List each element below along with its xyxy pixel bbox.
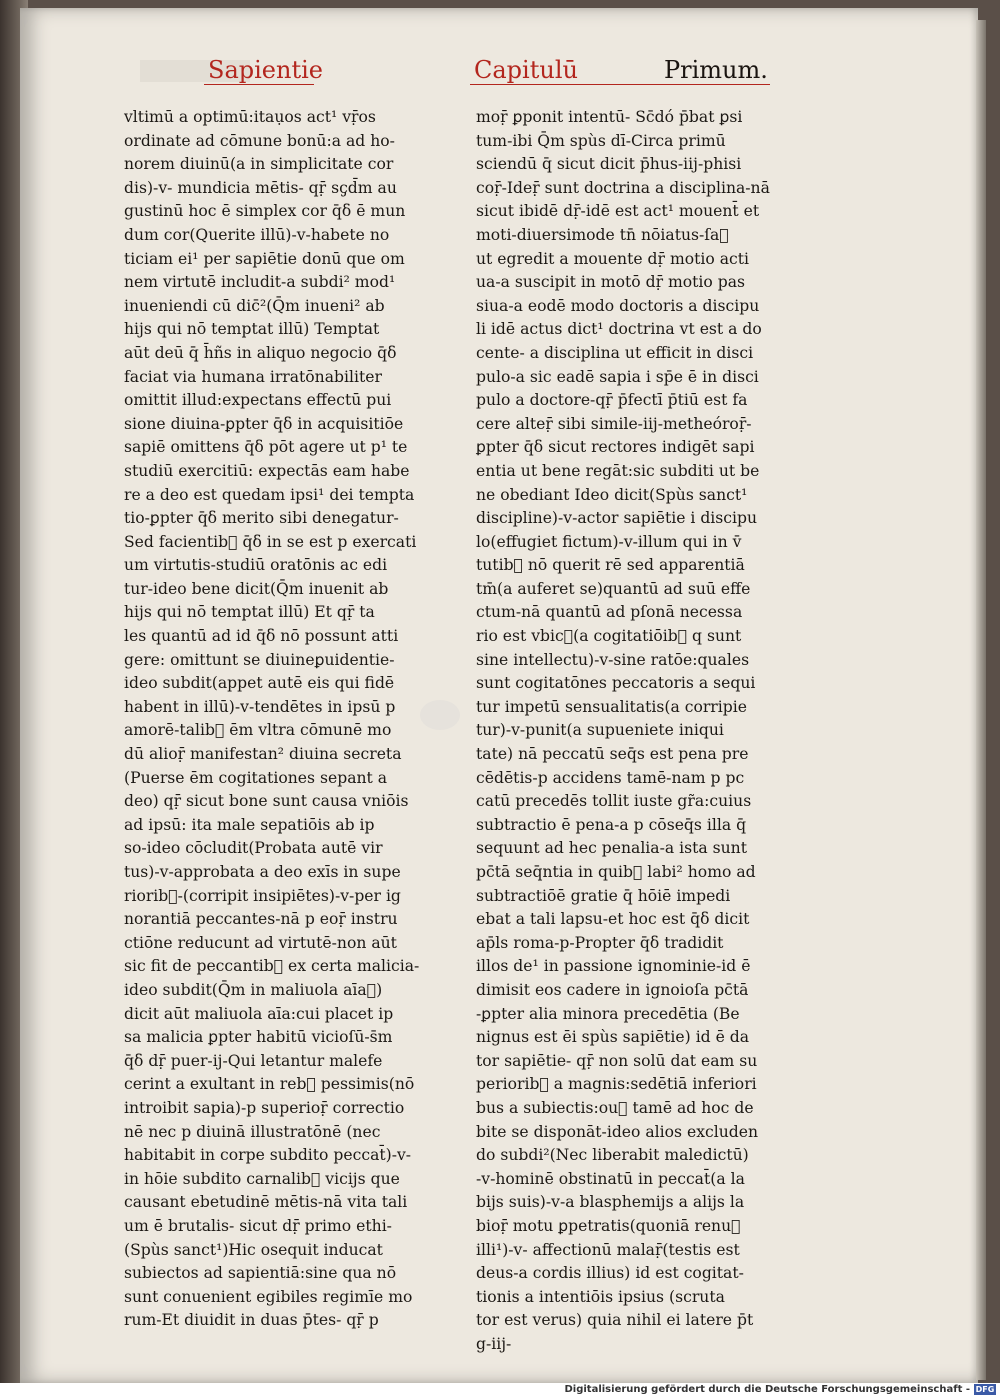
text-line: rum-Et diuidit in duas p̄tes- qṝ p [124, 1311, 379, 1330]
text-line: cēdētis-p accidens tamē-nam p pc [476, 768, 745, 787]
running-head-center [474, 56, 578, 84]
right-text-column [476, 106, 776, 1356]
text-line: tutib᷑ nō querit rē sed apparentiā [476, 556, 745, 575]
text-line: deo) qṝ sicut bone sunt causa vniōis [124, 792, 409, 811]
text-line: tur)-v-punit(a supueniete iniqui [476, 721, 724, 740]
text-line: nē nec p diuinā illustratōnē (nec [124, 1122, 381, 1141]
text-line: ctum-nā quantū ad pſonā necessa [476, 603, 743, 622]
text-line: dū alioṝ manifestan² diuina secreta [124, 745, 402, 764]
text-line: dis)-v- mundicia mētis- qṝ sc̡d̄m au [124, 178, 397, 197]
text-line: omittit illud:expectans effectū pui [124, 391, 392, 410]
text-line: sa malicia ꝑpter habitū vicioſū-s̄m [124, 1028, 393, 1047]
text-line: studiū exercitiū: expectās eam habe [124, 461, 410, 480]
text-line: siua-a eodē modo doctoris a discipu [476, 296, 760, 315]
text-line: ebat a tali lapsu-et hoc est q̄ẟ dicit [476, 910, 750, 929]
text-line: illi¹)-v- affectionū malaṝ(testis est [476, 1240, 740, 1259]
text-line: habitabit in corpe subdito peccat̄)-v- [124, 1146, 412, 1165]
text-line: moṝ ꝑponit intentū- Sc̄dó p̄bat ꝑsi [476, 108, 743, 126]
text-line: amorē-talib᷑ ēm vltra cōmunē mo [124, 721, 392, 740]
text-line: deus-a cordis illius) id est cogitat- [476, 1264, 744, 1283]
text-line: tio-ꝑpter q̄ẟ merito sibi denegatur- [124, 509, 399, 528]
text-line: dum cor(Querite illū)-v-habete no [124, 225, 390, 244]
text-line: bus a subiectis:ou᷑ tamē ad hoc de [476, 1098, 754, 1117]
text-line: ne obediant Ideo dicit(Spùs sanct¹ [476, 485, 748, 504]
text-line: vltimū a optimū:itaụos act¹ vṝos [124, 108, 376, 126]
text-line: li idē actus dict¹ doctrina vt est a do [476, 320, 762, 339]
text-line: inueniendi cū dic̄²(Q̄m inueni² ab [124, 296, 385, 315]
paper-stain [420, 700, 460, 730]
text-line: (Spùs sanct¹)Hic osequit inducat [124, 1240, 383, 1259]
text-line: rio est vbic᷑(a cogitatiōib᷑ q sunt [476, 627, 742, 646]
text-line: aūt deū q̄ h̄ñs in aliquo negocio q̄ẟ [124, 343, 397, 362]
text-line: periorib᷑ a magnis:sedētiā inferiori [476, 1075, 757, 1094]
text-line: ꝑpter q̄ẟ sicut rectores indigēt sapi [476, 438, 755, 457]
text-line: subtractiōē gratie q̄ hōiē impedi [476, 886, 731, 905]
text-line: ticiam ei¹ per sapiētie donū que om [124, 249, 405, 268]
text-line: catū precedēs tollit iuste gr̃a:cuius [476, 792, 752, 811]
text-line: in hōie subdito carnalib᷑ vicijs que [124, 1169, 400, 1188]
rubric-rule-right [470, 84, 770, 85]
running-head-right [664, 56, 768, 84]
text-line: tus)-v-approbata a deo exīs in supe [124, 863, 401, 881]
text-line: gustinū hoc ē simplex cor q̄ẟ ē mun [124, 202, 406, 221]
rubric-rule-left [204, 84, 314, 85]
text-line: q̄ẟ dṝ puer-ij-Qui letantur malefe [124, 1051, 383, 1070]
text-line: tur-ideo bene dicit(Q̄m inuenit ab [124, 579, 389, 598]
text-line: ctiōne reducunt ad virtutē-non aūt [124, 933, 397, 952]
text-line: coṝ-Ideṝ sunt doctrina a disciplina-nā [476, 178, 770, 197]
text-line: riorib᷑-(corripit insipiētes)-v-per ig [124, 886, 401, 905]
text-line: ua-a suscipit in motō dṝ motio pas [476, 273, 746, 292]
text-line: illos de¹ in passione ignominie-id ē [476, 957, 751, 976]
text-line: nem virtutē includit-a subdi² mod¹ [124, 273, 396, 292]
text-line: pulo-a sic eadē sapia i sp̄e ē in disci [476, 367, 759, 386]
text-line: les quantū ad id q̄ẟ nō possunt atti [124, 627, 399, 646]
text-line: -ꝑpter alia minora precedētia (Be [476, 1004, 740, 1023]
text-line: gere: omittunt se diuineꝑuidentie- [124, 650, 395, 669]
text-line: cerint a exultant in reb᷑ pessimis(nō [124, 1075, 415, 1094]
text-line: sequunt ad hec penalia-a ista sunt [476, 839, 747, 858]
text-line: so-ideo cōcludit(Probata autē vir [124, 839, 383, 858]
text-line: habent in illū)-v-tendētes in ipsū p [124, 697, 396, 716]
text-line: cere alteṝ sibi simile-iij-metheóroṝ- [476, 414, 752, 433]
text-line: norem diuinū(a in simplicitate cor [124, 155, 394, 174]
text-line: sciendū q̄ sicut dicit p̄hus-iij-phisi [476, 155, 742, 174]
text-line: g-iij- [476, 1334, 512, 1353]
text-line: hijs qui nō temptat illū) Temptat [124, 320, 380, 339]
page-edge [976, 20, 986, 1380]
running-head-center-text: Capitulū [474, 56, 578, 84]
footer-credit: Digitalisierung gefördert durch die Deutsche Forschungsgemeinschaft - [564, 1384, 970, 1395]
text-line: entia ut bene regāt:sic subditi ut be [476, 461, 760, 480]
text-line: tate) nā peccatū seq̄s est pena pre [476, 745, 749, 764]
text-line: ap̄ls roma-p-Propter q̄ẟ tradidit [476, 933, 724, 952]
text-line: discipline)-v-actor sapiētie i discipu [476, 509, 758, 528]
text-line: sunt cogitatōnes peccatoris a sequi [476, 674, 756, 693]
text-line: um virtutis-studiū oratōnis ac edi [124, 556, 388, 575]
text-line: faciat via humana irratōnabiliter [124, 367, 382, 386]
text-line: hijs qui nō temptat illū) Et qṝ ta [124, 603, 375, 622]
text-line: bioṝ motu ꝑpetratis(quoniā renu᷑ [476, 1216, 741, 1235]
text-line: tionis a intentiōis ipsius (scruta [476, 1287, 725, 1306]
text-line: tur impetū sensualitatis(a corripie [476, 697, 747, 716]
text-line: sapiē omittens q̄ẟ pōt agere ut p¹ te [124, 438, 408, 457]
text-line: sicut ibidē dṝ-idē est act¹ mouent̄ et [476, 202, 760, 221]
text-line: tor sapiētie- qṝ non solū dat eam su [476, 1051, 758, 1070]
text-line: causant ebetudinē mētis-nā vita tali [124, 1193, 408, 1212]
text-line: norantiā peccantes-nā p eoṝ instru [124, 910, 398, 929]
text-line: um ē brutalis- sicut dṝ primo ethi- [124, 1216, 392, 1235]
text-line: ideo subdit(Q̄m in maliuola aīa᷑) [124, 980, 383, 999]
text-line: Sed facientib᷑ q̄ẟ in se est p exercati [124, 532, 417, 551]
text-line: subtractio ē pena-a p cōseq̄s illa q̄ [476, 815, 747, 834]
text-line: pc̄tā seq̄ntia in quib᷑ labi² homo ad [476, 863, 756, 881]
running-head-left-text: Sapientie [208, 56, 323, 84]
text-line: dimisit eos cadere in ignoioſa pc̄tā [476, 980, 749, 999]
running-head-left [208, 56, 323, 84]
text-line: -v-hominē obstinatū in peccat̄(a la [476, 1169, 745, 1188]
text-line: ut egredit a mouente dṝ motio acti [476, 249, 749, 268]
running-head-right-text: Primum. [664, 56, 768, 84]
text-line: dicit aūt maliuola aīa:cui placet ip [124, 1004, 394, 1023]
text-line: bite se disponāt-ideo alios excluden [476, 1122, 759, 1141]
text-line: re a deo est quedam ipsi¹ dei tempta [124, 485, 415, 504]
text-line: bijs suis)-v-a blasphemijs a alijs la [476, 1193, 745, 1212]
text-line: sic fit de peccantib᷑ ex certa malicia- [124, 957, 420, 976]
text-line: tm̄(a auferet se)quantū ad suū effe [476, 579, 751, 598]
text-line: sine intellectu)-v-sine ratōe:quales [476, 650, 750, 669]
text-line: tor est verus) quia nihil ei latere p̄t [476, 1311, 754, 1330]
text-line: moti-diuersimode tn̄ nōiatus-ſa᷑ [476, 225, 729, 244]
text-line: sunt conuenient egibiles regimīe mo [124, 1287, 413, 1306]
text-line: (Puerse ēm cogitationes sepant a [124, 768, 388, 787]
text-line: sione diuina-ꝑpter q̄ẟ in acquisitiōe [124, 414, 404, 433]
text-line: do subdi²(Nec liberabit maledictū) [476, 1146, 749, 1165]
text-line: nignus est ēi spùs sapiētie) id ē da [476, 1028, 750, 1047]
dfg-logo: DFG [975, 1385, 995, 1394]
left-text-column [124, 106, 420, 1333]
text-line: pulo a doctore-qṝ p̄fectī p̄tiū est fa [476, 391, 748, 410]
text-line: ordinate ad cōmune bonū:a ad ho- [124, 131, 395, 150]
text-line: tum-ibi Q̄m spùs dī-Circa primū [476, 131, 726, 150]
text-line: cente- a disciplina ut efficit in disci [476, 343, 754, 362]
text-line: subiectos ad sapientiā:sine qua nō [124, 1264, 397, 1283]
text-line: introibit sapia)-p superioṝ correctio [124, 1098, 405, 1117]
text-line: lo(effugiet fictum)-v-illum qui in v̄ [476, 532, 742, 551]
text-line: ad ipsū: ita male sepatiōis ab ip [124, 815, 375, 834]
text-line: ideo subdit(appet autē eis qui fidē [124, 674, 395, 693]
